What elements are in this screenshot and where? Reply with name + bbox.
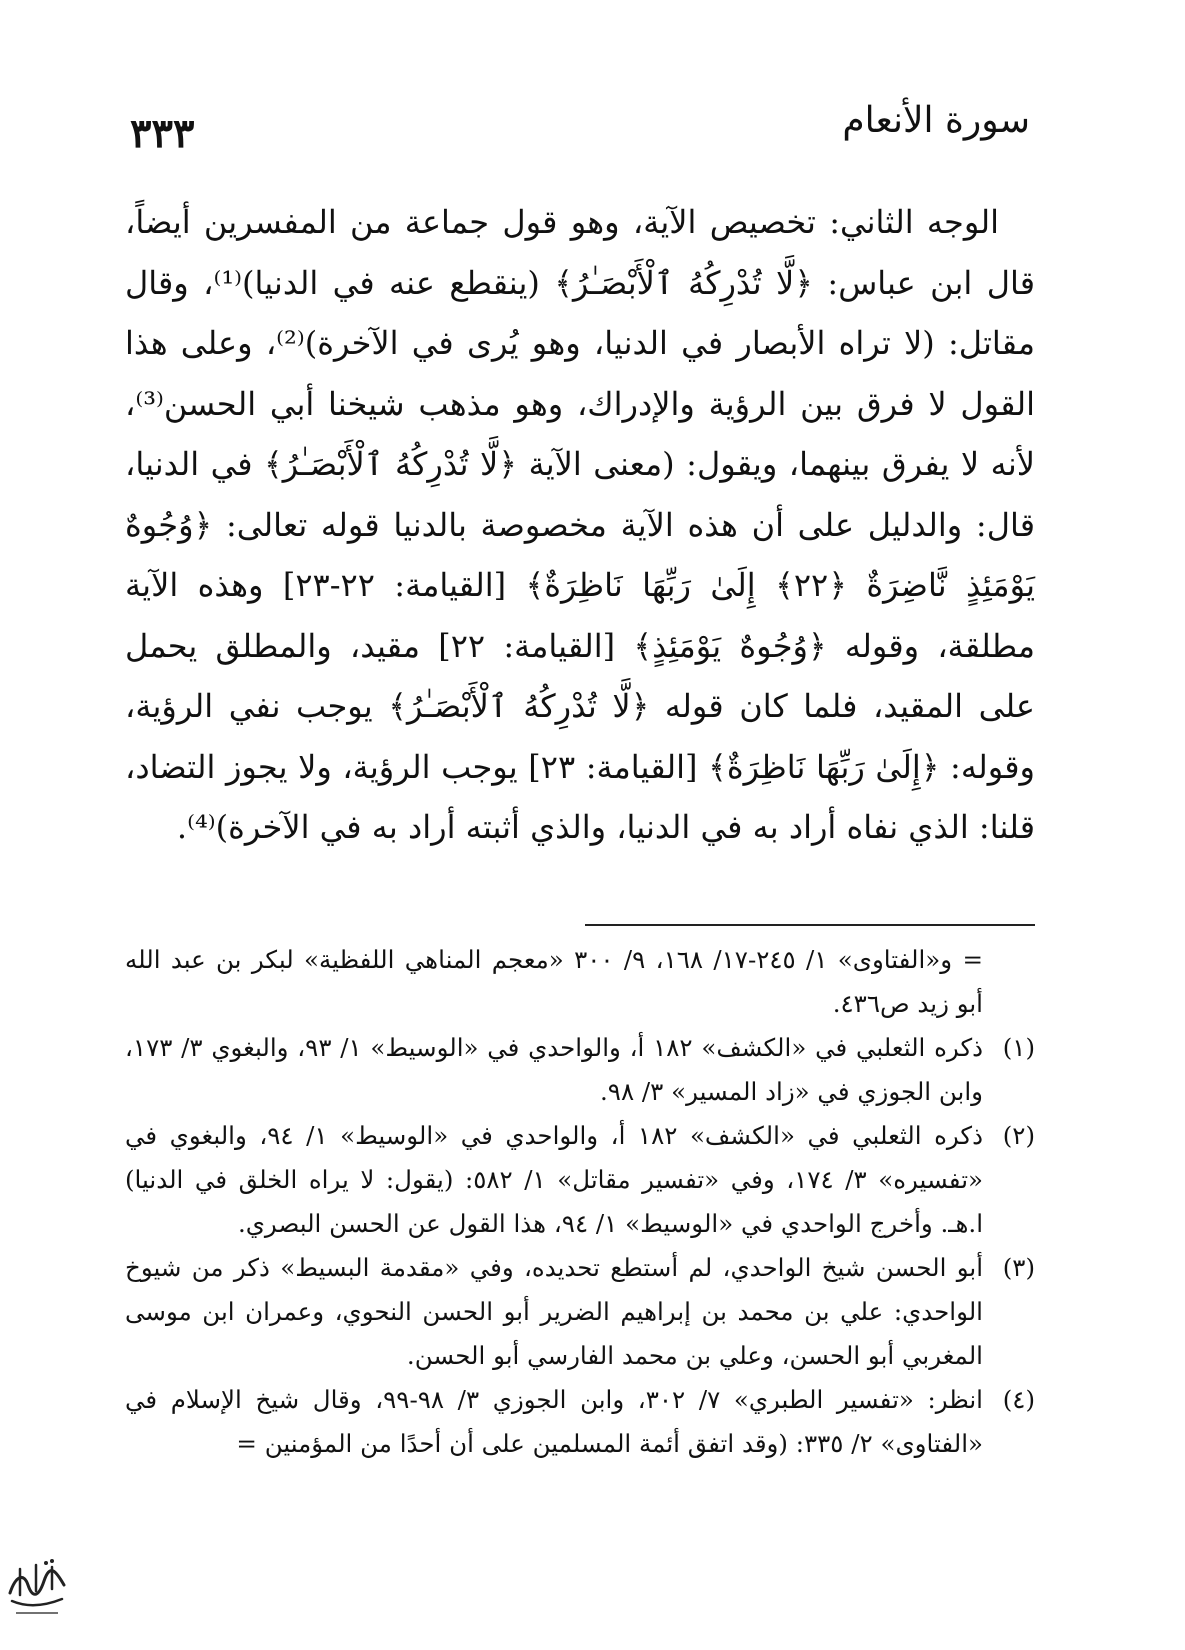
footnote-text: ذكره الثعلبي في «الكشف» ١٨٢ أ، والواحدي في «الوسيط» ١/ ٩٤، والبغوي في «تفسيره» ٣/ ١٧٤، وفي «تفسير مقاتل» ١/ ٥٨٢: (يقول: لا يراه الخلق في الدنيا) ا.هـ. وأخرج الواحدي في «الوسيط» ١/ ٩٤، هذا القول عن الحسن البصري.: [125, 1121, 984, 1238]
footnote-3: [125, 1246, 1035, 1378]
footnote-text: أبو الحسن شيخ الواحدي، لم أستطع تحديده، وفي «مقدمة البسيط» ذكر من شيوخ الواحدي: علي بن محمد بن إبراهيم الضرير أبو الحسن النحوي، وعمران ابن موسى المغربي أبو الحسن، وعلي بن محمد الفارسي أبو الحسن.: [125, 1253, 983, 1370]
footnote-number: (١): [1002, 1033, 1035, 1062]
page-number: ٣٣٣: [130, 110, 195, 157]
page-header: [130, 100, 1030, 160]
footnote-number: (٢): [1002, 1121, 1035, 1150]
footnote-number: (٤): [1002, 1385, 1035, 1414]
watermark-logo-icon: [2, 1555, 72, 1625]
footnote-text: انظر: «تفسير الطبري» ٧/ ٣٠٢، وابن الجوزي ٣/ ٩٨-٩٩، وقال شيخ الإسلام في «الفتاوى» ٢/ ٣٣٥: (وقد اتفق أئمة المسلمين على أن أحدًا من المؤمنين =: [125, 1385, 983, 1458]
surah-title: سورة الأنعام: [842, 100, 1030, 141]
footnote-number: (٣): [1002, 1253, 1035, 1282]
footnote-divider: [585, 924, 1035, 926]
footnote-text: ذكره الثعلبي في «الكشف» ١٨٢ أ، والواحدي في «الوسيط» ١/ ٩٣، والبغوي ٣/ ١٧٣، وابن الجوزي في «زاد المسير» ٣/ ٩٨.: [125, 1033, 984, 1106]
footnote-4: [125, 1378, 1035, 1466]
main-text-block: [125, 192, 1035, 858]
footnote-continuation: = و«الفتاوى» ١/ ٢٤٥-١٧/ ١٦٨، ٩/ ٣٠٠ «معجم المناهي اللفظية» لبكر بن عبد الله أبو زيد ص٤٣٦.: [125, 945, 983, 1018]
body-paragraph-text: الوجه الثاني: تخصيص الآية، وهو قول جماعة من المفسرين أيضاً، قال ابن عباس: ﴿لَّا تُدْرِكُهُ ٱلْأَبْصَـٰرُ﴾ (ينقطع عنه في الدنيا)⁽¹⁾، وقال مقاتل: (لا تراه الأبصار في الدنيا، وهو يُرى في الآخرة)⁽²⁾، وعلى هذا القول لا فرق بين الرؤية والإدراك، وهو مذهب شيخنا أبي الحسن⁽³⁾، لأنه لا يفرق بينهما، ويقول: (معنى الآية ﴿لَّا تُدْرِكُهُ ٱلْأَبْصَـٰرُ﴾ في الدنيا، قال: والدليل على أن هذه الآية مخصوصة بالدنيا قوله تعالى: ﴿وُجُوهٌ يَوْمَئِذٍ نَّاضِرَةٌ ﴿٢٢﴾ إِلَىٰ رَبِّهَا نَاظِرَةٌ﴾ [القيامة: ٢٢-٢٣] وهذه الآية مطلقة، وقوله ﴿وُجُوهٌ يَوْمَئِذٍ﴾ [القيامة: ٢٢] مقيد، والمطلق يحمل على المقيد، فلما كان قوله ﴿لَّا تُدْرِكُهُ ٱلْأَبْصَـٰرُ﴾ يوجب نفي الرؤية، وقوله: ﴿إِلَىٰ رَبِّهَا نَاظِرَةٌ﴾ [القيامة: ٢٣] يوجب الرؤية، ولا يجوز التضاد، قلنا: الذي نفاه أراد به في الدنيا، والذي أثبته أراد به في الآخرة)⁽⁴⁾.: [125, 203, 1036, 846]
body-paragraph: [125, 192, 1035, 858]
footnote-2: [125, 1114, 1035, 1246]
footnotes-section: [125, 938, 1035, 1466]
footnote-1: [125, 1026, 1035, 1114]
